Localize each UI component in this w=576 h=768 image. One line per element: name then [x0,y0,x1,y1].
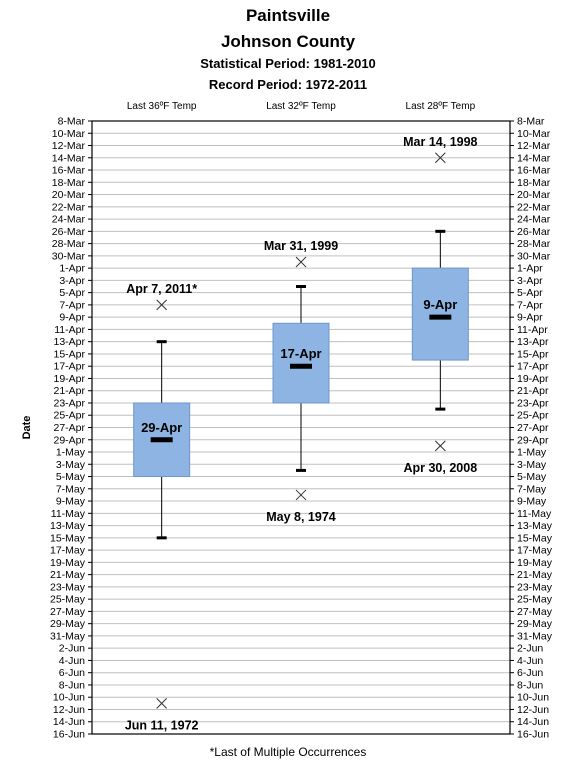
y-tick-label-left: 10-Jun [52,691,85,704]
y-tick-label-left: 19-May [49,556,85,569]
y-tick-label-left: 24-Mar [51,213,85,226]
y-tick-label-left: 16-Mar [51,164,85,177]
y-tick-label-right: 17-Apr [517,360,549,373]
record-late-label: Apr 30, 2008 [403,460,478,475]
y-tick-label-left: 28-Mar [51,238,85,251]
y-tick-label-left: 17-Apr [53,360,85,373]
y-tick-label-left: 23-Apr [53,397,85,410]
y-tick-label-right: 5-Apr [517,287,543,300]
y-tick-label-left: 13-Apr [53,336,85,349]
y-tick-label-right: 9-May [517,495,547,508]
y-tick-label-left: 7-May [55,483,85,496]
y-tick-label-right: 28-Mar [517,238,551,251]
y-tick-label-left: 29-May [49,618,85,631]
record-late-marker [296,490,306,500]
y-tick-label-right: 23-May [517,581,553,594]
category-label: Last 28ºF Temp [405,101,476,112]
y-tick-label-right: 20-Mar [517,189,551,202]
y-tick-label-left: 2-Jun [58,642,85,655]
y-tick-label-right: 24-Mar [517,213,551,226]
y-tick-label-left: 26-Mar [51,225,85,238]
y-tick-label-right: 6-Jun [517,667,544,680]
y-tick-label-left: 4-Jun [58,654,85,667]
category-label: Last 32ºF Temp [266,101,336,112]
y-tick-label-left: 15-May [49,532,85,545]
y-tick-label-right: 7-Apr [517,299,543,312]
y-tick-label-right: 19-May [517,556,553,569]
y-tick-label-right: 13-May [517,520,553,533]
y-tick-label-left: 21-May [49,569,85,582]
y-tick-label-right: 14-Mar [517,152,551,165]
record-late-label: Jun 11, 1972 [124,718,199,733]
y-tick-label-right: 10-Jun [517,691,550,704]
y-tick-label-left: 14-Jun [52,716,85,729]
y-tick-label-right: 13-Apr [517,336,549,349]
y-tick-label-left: 25-May [49,593,85,606]
y-tick-label-right: 29-May [517,618,553,631]
y-tick-label-right: 30-Mar [517,250,551,263]
y-tick-label-left: 17-May [49,544,85,557]
median-label: 29-Apr [141,419,183,435]
y-tick-label-left: 1-Apr [59,262,85,275]
y-tick-label-left: 12-Mar [51,140,85,153]
y-tick-label-left: 22-Mar [51,201,85,214]
y-tick-label-right: 15-Apr [517,348,549,361]
y-tick-label-left: 1-May [55,446,85,459]
y-tick-label-left: 3-May [55,458,85,471]
y-tick-label-left: 29-Apr [53,434,85,447]
y-tick-label-right: 14-Jun [517,716,550,729]
box-iqr [412,268,468,360]
box-iqr [273,323,329,403]
y-tick-label-left: 13-May [49,520,85,533]
y-tick-label-right: 26-Mar [517,225,551,238]
category-label: Last 36ºF Temp [126,101,197,112]
y-tick-label-left: 27-May [49,605,85,618]
y-tick-label-left: 3-Apr [59,274,85,287]
y-tick-label-right: 25-May [517,593,553,606]
y-tick-label-right: 9-Apr [517,311,543,324]
y-tick-label-right: 25-Apr [517,409,549,422]
y-tick-label-right: 29-Apr [517,434,549,447]
record-late-marker [157,698,167,708]
y-tick-label-right: 27-Apr [517,422,549,434]
y-tick-label-left: 10-Mar [51,127,85,140]
y-tick-label-right: 8-Jun [517,679,544,692]
y-tick-label-right: 12-Mar [517,140,551,153]
y-tick-label-left: 14-Mar [51,152,85,165]
y-tick-label-left: 5-May [55,471,85,484]
y-tick-label-right: 12-Jun [517,703,550,716]
y-tick-label-left: 30-Mar [51,250,85,263]
chart-subtitle-record-period: Record Period: 1972-2011 [208,77,368,92]
y-tick-label-left: 18-Mar [51,176,85,189]
y-tick-label-left: 31-May [49,630,85,643]
record-early-label: Apr 7, 2011* [126,281,198,296]
y-tick-label-right: 16-Mar [517,164,551,177]
y-tick-label-right: 2-Jun [517,642,544,655]
y-tick-label-left: 7-Apr [59,299,85,312]
record-early-label: Mar 31, 1999 [263,238,339,253]
record-late-marker [435,441,445,451]
y-tick-label-left: 8-Jun [58,679,85,692]
y-tick-label-right: 1-Apr [517,262,543,275]
y-tick-label-left: 9-Apr [59,311,85,324]
record-early-marker [296,257,306,267]
y-tick-label-left: 11-May [50,507,85,520]
y-tick-label-right: 1-May [517,446,547,459]
y-tick-label-left: 27-Apr [53,422,85,434]
y-tick-label-right: 19-Apr [517,372,549,385]
record-late-label: May 8, 1974 [266,509,336,524]
y-tick-label-right: 8-Mar [517,115,545,128]
y-tick-label-left: 8-Mar [57,115,85,128]
y-tick-label-right: 21-May [517,569,553,582]
y-tick-label-left: 6-Jun [58,667,85,680]
chart-subtitle-statistical-period: Statistical Period: 1981-2010 [200,56,376,71]
chart-title-county: Johnson County [220,32,356,51]
y-tick-label-right: 17-May [517,544,553,557]
y-tick-label-left: 9-May [55,495,85,508]
y-tick-label-left: 19-Apr [53,372,85,385]
median-label: 17-Apr [280,346,322,362]
y-tick-label-left: 5-Apr [59,287,85,300]
y-tick-label-right: 7-May [517,483,547,496]
y-tick-label-left: 15-Apr [53,348,85,361]
y-tick-label-right: 3-Apr [517,274,543,287]
y-tick-label-right: 11-Apr [517,323,548,336]
y-tick-label-right: 18-Mar [517,176,551,189]
y-tick-label-right: 15-May [517,532,553,545]
y-tick-label-right: 23-Apr [517,397,549,410]
chart-title-location: Paintsville [245,6,331,25]
y-tick-label-right: 21-Apr [517,385,549,398]
y-tick-label-left: 11-Apr [54,323,85,336]
y-tick-label-left: 21-Apr [53,385,85,398]
y-tick-label-right: 3-May [517,458,547,471]
y-tick-label-right: 16-Jun [517,728,550,741]
record-early-label: Mar 14, 1998 [403,134,478,149]
median-label: 9-Apr [423,297,458,313]
y-tick-label-right: 11-May [517,507,552,520]
y-tick-label-left: 25-Apr [53,409,85,422]
y-tick-label-left: 12-Jun [52,703,85,716]
y-tick-label-right: 5-May [517,471,547,484]
footnote: *Last of Multiple Occurrences [209,745,367,759]
y-tick-label-right: 4-Jun [517,654,544,667]
y-tick-label-right: 27-May [517,605,553,618]
y-tick-label-left: 23-May [49,581,85,594]
y-tick-label-right: 31-May [517,630,553,643]
y-tick-label-left: 20-Mar [51,189,85,202]
y-tick-label-right: 22-Mar [517,201,551,214]
y-tick-label-right: 10-Mar [517,127,551,140]
y-axis-label: Date [21,415,33,440]
y-tick-label-left: 16-Jun [52,728,85,741]
